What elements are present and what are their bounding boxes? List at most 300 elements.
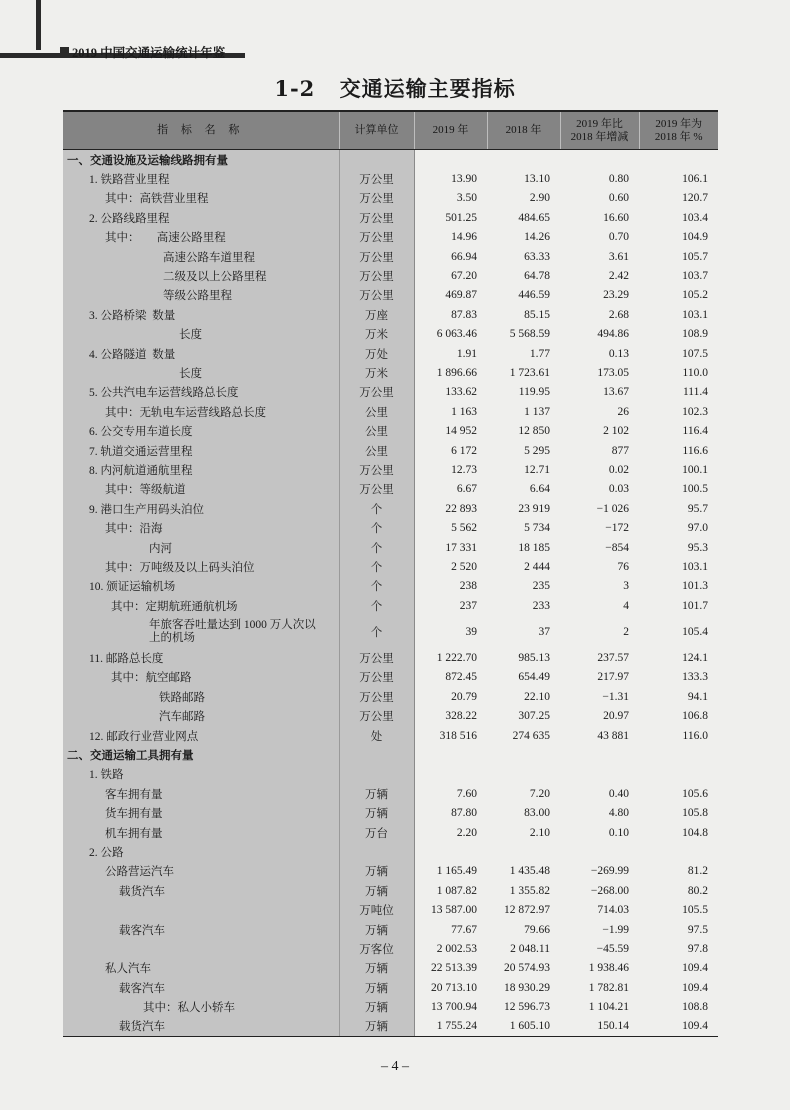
section-title: 一、交通设施及运输线路拥有量 [67,154,228,167]
unit-cell: 万公里 [339,668,414,687]
value-2018-cell: 37 [538,625,550,638]
percent-cell [639,842,718,861]
indicator-name: 等级公路里程 [163,290,232,303]
table-row [63,499,718,518]
value-2019-cell: 2.20 [414,823,487,842]
value-2018-cell: 1 435.48 [509,865,550,878]
value-2018-cell [487,745,560,764]
change-cell: −854 [605,541,629,554]
percent-cell: 80.2 [687,884,708,897]
table-row [63,687,718,706]
section-row [63,745,718,764]
table-row [63,726,718,745]
table-row [63,383,718,402]
unit-cell: 万公里 [339,266,414,285]
table-title: 交通运输主要指标 [339,76,516,101]
percent-cell: 104.8 [682,826,708,839]
change-cell: 0.13 [608,347,629,360]
percent-cell: 101.3 [682,580,708,593]
value-2018-cell: 5 734 [524,522,550,535]
value-2019-cell: 469.87 [414,286,487,305]
change-cell: 3.61 [608,250,629,263]
indicator-name-cell [63,959,339,978]
value-2018-cell: 235 [532,580,550,593]
percent-cell [639,150,718,170]
indicator-name-cell [63,881,339,900]
indicator-name: 内河 [149,542,172,555]
indicator-name: 2. 公路线路里程 [89,212,170,225]
indicator-name-cell [63,648,339,667]
value-2018-cell [487,765,560,784]
unit-cell: 万辆 [339,997,414,1016]
percent-cell: 95.7 [687,502,708,515]
value-2018-cell: 12 596.73 [504,1001,550,1014]
value-2019-cell: 13.90 [414,169,487,188]
table-row [63,441,718,460]
unit-cell: 万座 [339,305,414,324]
value-2018-cell: 85.15 [524,308,550,321]
value-2018-cell: 83.00 [524,807,550,820]
column-header-percent: 2019 年为 2018 年 % [639,111,718,150]
indicator-name-cell [63,862,339,881]
unit-cell: 万处 [339,344,414,363]
table-row [63,266,718,285]
indicator-name-cell [63,421,339,440]
change-cell: −1.99 [602,923,629,936]
percent-cell: 101.7 [682,599,708,612]
indicator-name: 6. 公交专用车道长度 [89,426,193,439]
table-row [63,460,718,479]
unit-cell: 万辆 [339,862,414,881]
table-row [63,615,718,648]
indicator-name: 10. 颁证运输机场 [89,581,176,594]
indicator-name: 其中：沿海 [105,523,163,536]
change-cell: 2.68 [608,308,629,321]
unit-cell: 万辆 [339,959,414,978]
indicator-name: 其中：私人小轿车 [143,1002,235,1015]
value-2018-cell: 18 185 [518,541,550,554]
percent-cell: 97.5 [687,923,708,936]
value-2019-cell: 1 087.82 [414,881,487,900]
value-2019-cell [414,150,487,170]
indicator-name-cell [63,900,339,919]
change-cell: 494.86 [597,328,629,341]
change-cell: 877 [611,444,629,457]
value-2018-cell: 12.71 [524,463,550,476]
change-cell: 2 102 [603,425,629,438]
value-2018-cell: 1 723.61 [509,366,550,379]
change-cell: 1 104.21 [588,1001,629,1014]
unit-cell: 个 [339,538,414,557]
indicator-name: 1. 铁路 [89,769,124,782]
percent-cell: 116.0 [682,729,708,742]
indicator-name: 载客汽车 [119,924,165,937]
percent-cell: 105.2 [682,289,708,302]
percent-cell: 133.3 [682,671,708,684]
percent-cell: 94.1 [687,690,708,703]
value-2019-cell: 13 700.94 [414,997,487,1016]
table-row [63,765,718,784]
indicator-name-cell [63,150,339,170]
indicator-name: 私人汽车 [105,963,151,976]
percent-cell: 100.1 [682,463,708,476]
percent-cell: 111.4 [682,386,708,399]
indicator-name: 7. 轨道交通运营里程 [89,445,193,458]
percent-cell: 100.5 [682,483,708,496]
unit-cell: 万公里 [339,208,414,227]
value-2018-cell: 12 850 [518,425,550,438]
value-2019-cell: 6.67 [414,480,487,499]
unit-cell: 万吨位 [339,900,414,919]
table-row [63,959,718,978]
value-2018-cell: 12 872.97 [504,904,550,917]
indicator-name: 载货汽车 [119,885,165,898]
value-2019-cell: 67.20 [414,266,487,285]
indicator-name: 年旅客吞吐量达到 1000 万人次以上的机场 [149,618,316,644]
indicator-name: 公路营运汽车 [105,866,174,879]
change-cell [560,745,639,764]
value-2018-cell: 2.90 [529,192,550,205]
percent-cell: 108.8 [682,1001,708,1014]
indicator-name-cell [63,266,339,285]
unit-cell: 万辆 [339,920,414,939]
page-title [0,73,790,103]
indicator-name: 客车拥有量 [105,788,163,801]
unit-cell: 万辆 [339,784,414,803]
section-row [63,150,718,170]
percent-cell: 106.8 [682,710,708,723]
indicator-name-cell [63,745,339,764]
value-2019-cell: 1 896.66 [414,363,487,382]
indicator-name-cell [63,668,339,687]
value-2019-cell: 7.60 [414,784,487,803]
percent-cell: 103.4 [682,211,708,224]
unit-cell: 万米 [339,363,414,382]
value-2018-cell: 1 355.82 [509,884,550,897]
table-row [63,538,718,557]
change-cell [560,150,639,170]
value-2018-cell: 18 930.29 [504,981,550,994]
change-cell: 0.60 [608,192,629,205]
unit-cell: 万米 [339,325,414,344]
indicator-name-cell [63,765,339,784]
table-row [63,208,718,227]
change-cell: 4 [623,599,629,612]
indicator-name: 长度 [179,329,202,342]
change-cell: −45.59 [596,942,629,955]
indicator-name-cell [63,707,339,726]
value-2018-cell: 1 137 [524,405,550,418]
value-2018-cell [487,150,560,170]
indicator-name-cell [63,363,339,382]
change-cell: −1.31 [602,690,629,703]
change-cell: 1 938.46 [588,962,629,975]
indicator-name: 高速公路车道里程 [163,251,255,264]
table-row [63,997,718,1016]
indicator-name-cell [63,189,339,208]
unit-cell: 万公里 [339,460,414,479]
change-cell: 0.03 [608,483,629,496]
unit-cell: 万辆 [339,1017,414,1037]
change-cell: −1 026 [596,502,629,515]
change-cell: 150.14 [560,1017,639,1037]
indicator-name-cell [63,978,339,997]
value-2019-cell: 14.96 [414,228,487,247]
percent-cell: 81.2 [687,865,708,878]
change-cell [560,765,639,784]
table-row [63,939,718,958]
table-row [63,344,718,363]
unit-cell: 万辆 [339,881,414,900]
indicator-name: 2. 公路 [89,846,124,859]
table-row [63,862,718,881]
indicator-name-cell [63,325,339,344]
indicator-name-cell [63,939,339,958]
indicator-name-cell [63,823,339,842]
unit-cell: 万辆 [339,978,414,997]
indicator-name: 铁路邮路 [159,691,205,704]
table-row [63,189,718,208]
percent-cell: 108.9 [682,328,708,341]
change-cell: 0.70 [608,231,629,244]
table-row [63,881,718,900]
percent-cell: 110.0 [682,366,708,379]
value-2018-cell: 79.66 [524,923,550,936]
unit-cell: 个 [339,577,414,596]
change-cell: −268.00 [590,884,629,897]
unit-cell [339,765,414,784]
value-2019-cell: 87.80 [414,804,487,823]
indicator-name-cell [63,687,339,706]
indicator-name-cell [63,784,339,803]
value-2018-cell: 307.25 [518,710,550,723]
value-2018-cell: 446.59 [518,289,550,302]
unit-cell: 个 [339,557,414,576]
value-2018-cell [487,842,560,861]
unit-cell [339,745,414,764]
value-2019-cell [414,842,487,861]
unit-cell: 万辆 [339,804,414,823]
unit-cell: 万公里 [339,247,414,266]
unit-cell: 万公里 [339,707,414,726]
indicator-name-cell [63,538,339,557]
table-row [63,247,718,266]
value-2019-cell: 328.22 [414,707,487,726]
change-cell: 3 [623,580,629,593]
indicator-name-cell [63,804,339,823]
indicator-name-cell [63,247,339,266]
value-2018-cell: 14.26 [524,231,550,244]
table-body [63,150,718,1037]
unit-cell: 处 [339,726,414,745]
table-header [63,111,718,150]
value-2019-cell: 872.45 [414,668,487,687]
percent-cell: 124.1 [682,652,708,665]
change-cell: 173.05 [597,366,629,379]
percent-cell: 104.9 [682,231,708,244]
table-row [63,421,718,440]
indicator-name-cell [63,208,339,227]
indicator-name-cell [63,441,339,460]
column-header-unit: 计算单位 [339,111,414,150]
value-2019-cell: 238 [414,577,487,596]
change-cell: −172 [605,522,629,535]
value-2019-cell: 6 063.46 [414,325,487,344]
change-cell: 43 881 [597,729,629,742]
indicator-name-cell [63,577,339,596]
value-2019-cell: 5 562 [414,518,487,537]
table-row [63,169,718,188]
indicator-name-cell [63,305,339,324]
value-2018-cell: 64.78 [524,270,550,283]
percent-cell: 103.7 [682,270,708,283]
table-number: 1-2 [274,76,316,101]
indicator-name-cell [63,997,339,1016]
change-cell: 0.80 [608,173,629,186]
value-2018-cell: 5 295 [524,444,550,457]
table-row [63,668,718,687]
table-row [63,577,718,596]
percent-cell: 105.4 [682,625,708,638]
indicator-name: 其中：高铁营业里程 [105,193,209,206]
indicator-name-cell [63,383,339,402]
indicator-name: 其中：航空邮路 [111,672,192,685]
indicator-name-cell [63,344,339,363]
value-2019-cell [414,745,487,764]
percent-cell: 105.7 [682,250,708,263]
indicators-table [63,110,718,1037]
unit-cell: 个 [339,518,414,537]
page-number: – 4 – [381,1059,409,1074]
value-2018-cell: 13.10 [524,173,550,186]
value-2019-cell: 20.79 [414,687,487,706]
table-row [63,402,718,421]
margin-bar [36,0,41,50]
table-row [63,1017,718,1037]
indicator-name: 长度 [179,367,202,380]
change-cell: 1 782.81 [588,981,629,994]
indicator-name: 其中：万吨级及以上码头泊位 [105,561,255,574]
table-row [63,920,718,939]
change-cell: 0.10 [608,826,629,839]
change-cell [560,842,639,861]
value-2018-cell: 484.65 [518,211,550,224]
change-cell: 0.40 [608,787,629,800]
percent-cell [639,745,718,764]
table-row [63,900,718,919]
indicator-name: 其中：无轨电车运营线路总长度 [105,406,266,419]
table-row [63,480,718,499]
value-2018-cell: 22.10 [524,690,550,703]
column-header-2018: 2018 年 [487,111,560,150]
value-2018-cell: 1.77 [529,347,550,360]
value-2018-cell: 6.64 [529,483,550,496]
indicator-name: 9. 港口生产用码头泊位 [89,503,204,516]
unit-cell: 个 [339,596,414,615]
table-row [63,707,718,726]
value-2019-cell: 237 [414,596,487,615]
unit-cell: 个 [339,499,414,518]
value-2019-cell: 87.83 [414,305,487,324]
value-2018-cell: 7.20 [529,787,550,800]
value-2019-cell: 77.67 [414,920,487,939]
indicator-name-cell [63,920,339,939]
value-2018-cell: 119.95 [518,386,550,399]
unit-cell: 公里 [339,402,414,421]
percent-cell: 109.4 [639,1017,718,1037]
value-2018-cell: 5 568.59 [509,328,550,341]
column-header-change: 2019 年比 2018 年增减 [560,111,639,150]
indicator-name: 4. 公路隧道 数量 [89,348,176,361]
indicator-name: 其中：等级航道 [105,484,186,497]
value-2018-cell: 2 444 [524,560,550,573]
table-row [63,978,718,997]
percent-cell [639,765,718,784]
change-cell: 76 [617,560,629,573]
unit-cell: 万公里 [339,189,414,208]
unit-cell [339,150,414,170]
value-2019-cell: 3.50 [414,189,487,208]
column-header-indicator: 指 标 名 称 [63,111,339,150]
indicator-name: 载客汽车 [119,982,165,995]
change-cell: 0.02 [608,463,629,476]
unit-cell: 万公里 [339,286,414,305]
unit-cell: 万公里 [339,228,414,247]
indicator-name: 二级及以上公路里程 [163,271,267,284]
value-2018-cell: 654.49 [518,671,550,684]
percent-cell: 116.6 [682,444,708,457]
percent-cell: 106.1 [682,173,708,186]
indicator-name-cell [63,726,339,745]
indicator-name-cell [63,615,339,648]
unit-cell: 万公里 [339,648,414,667]
percent-cell: 105.5 [682,904,708,917]
section-title: 二、交通运输工具拥有量 [67,750,194,763]
table-row [63,823,718,842]
change-cell: 2 [623,625,629,638]
indicator-name-cell [63,499,339,518]
indicator-name-cell [63,1017,339,1037]
table-row [63,363,718,382]
indicator-name-cell [63,518,339,537]
indicator-name-cell [63,460,339,479]
value-2019-cell: 501.25 [414,208,487,227]
change-cell: 20.97 [603,710,629,723]
change-cell: −269.99 [590,865,629,878]
value-2019-cell: 133.62 [414,383,487,402]
indicator-name-cell [63,557,339,576]
percent-cell: 109.4 [682,981,708,994]
percent-cell: 120.7 [682,192,708,205]
indicator-name: 12. 邮政行业营业网点 [89,730,199,743]
percent-cell: 116.4 [682,425,708,438]
unit-cell: 万公里 [339,169,414,188]
indicator-name: 其中： 高速公路里程 [105,232,226,245]
unit-cell: 个 [339,615,414,648]
value-2019-cell: 22 893 [414,499,487,518]
value-2019-cell [414,765,487,784]
header-row [63,111,718,150]
indicator-name-cell [63,402,339,421]
percent-cell: 105.6 [682,787,708,800]
value-2019-cell: 1 163 [414,402,487,421]
unit-cell: 公里 [339,441,414,460]
running-head: 2019 中国交通运输统计年鉴 [72,46,226,60]
percent-cell: 97.8 [687,942,708,955]
value-2019-cell: 2 002.53 [414,939,487,958]
value-2019-cell: 22 513.39 [414,959,487,978]
table-row [63,596,718,615]
